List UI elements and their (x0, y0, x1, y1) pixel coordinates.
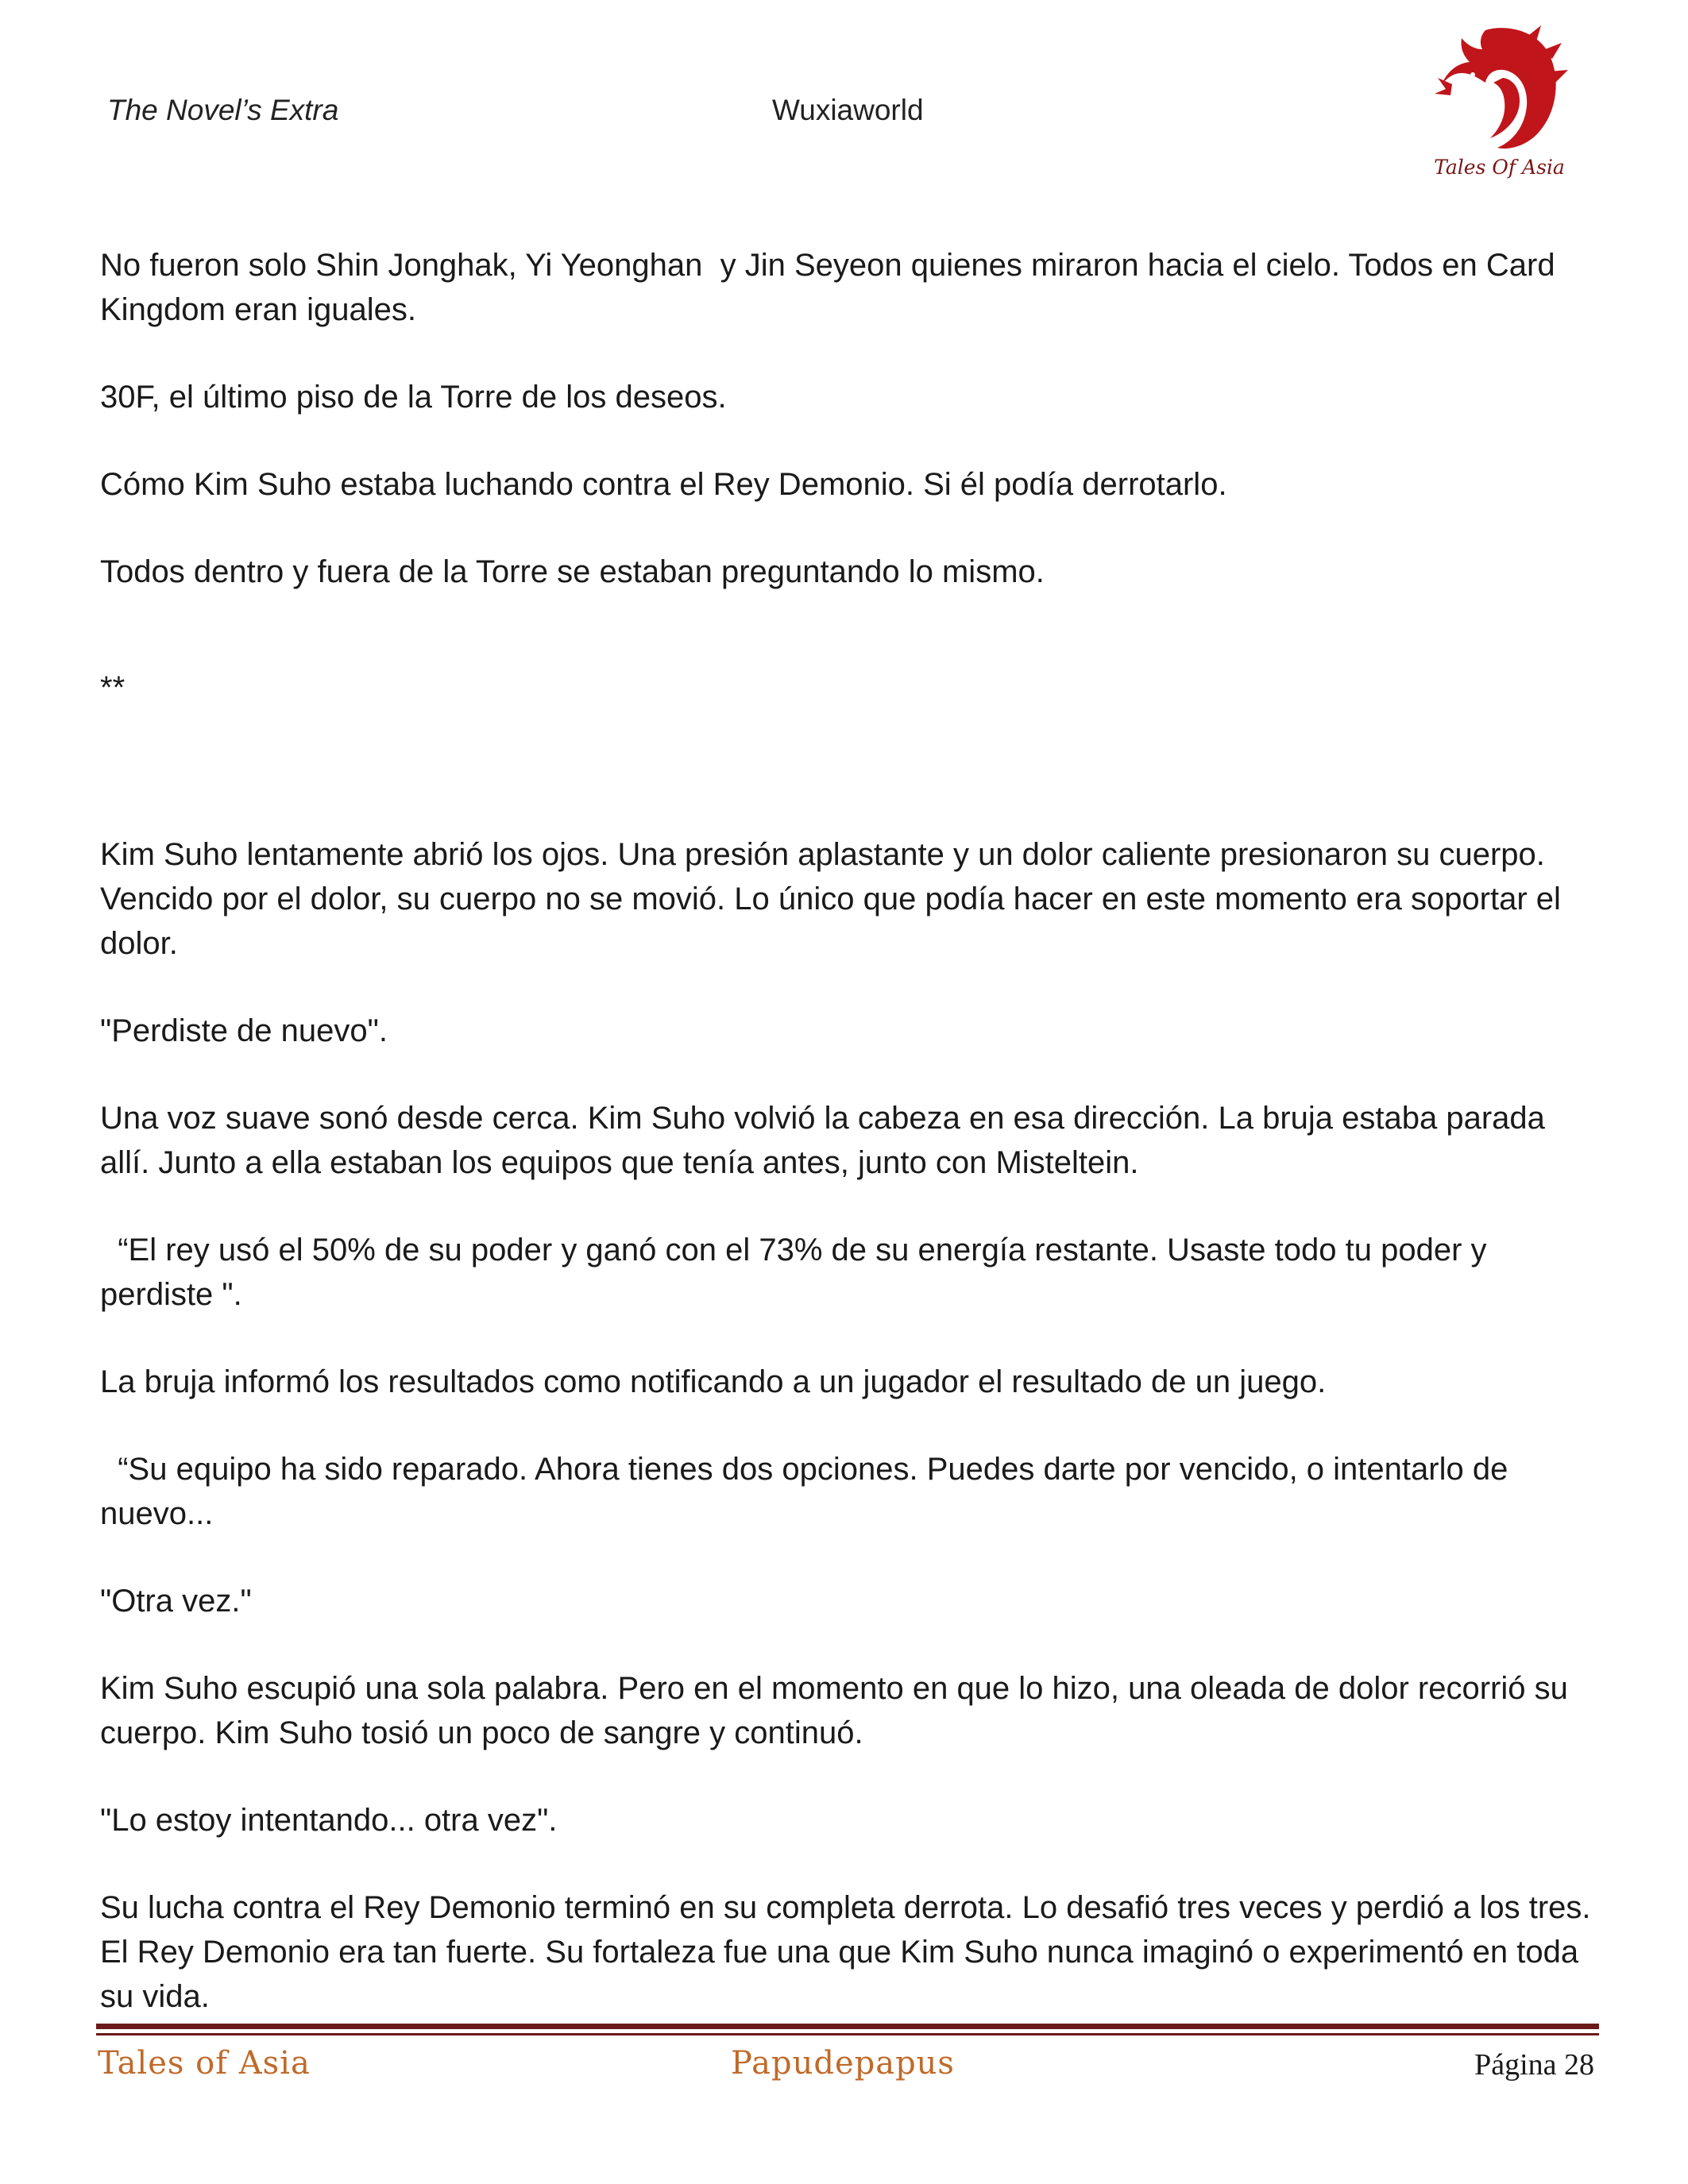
logo-caption: Tales Of Asia (1434, 156, 1565, 179)
paragraph: 30F, el último piso de la Torre de los deseos. (100, 380, 727, 415)
document-body (100, 243, 1600, 2062)
header-title: The Novel’s Extra (107, 94, 339, 126)
footer-rule-thin (96, 2033, 1599, 2035)
paragraph: “El rey usó el 50% de su poder y ganó con el 73% de su energía restante. Usaste todo tu poder y perdiste ". (100, 1233, 1496, 1312)
footer-brand: Tales of Asia (98, 2045, 311, 2082)
section-separator: ** (100, 670, 126, 705)
paragraph: Todos dentro y fuera de la Torre se estaban preguntando lo mismo. (100, 554, 1045, 589)
dragon-icon (1430, 22, 1569, 157)
paragraph: Cómo Kim Suho estaba luchando contra el Rey Demonio. Si él podía derrotarlo. (100, 467, 1227, 502)
paragraph: La bruja informó los resultados como notificando a un jugador el resultado de un juego. (100, 1364, 1327, 1399)
paragraph: No fueron solo Shin Jonghak, Yi Yeonghan y Jin Seyeon quienes miraron hacia el cielo. Todos en Card Kingdom eran iguales. (100, 248, 1564, 327)
header-site: Wuxiaworld (772, 94, 924, 126)
paragraph: Una voz suave sonó desde cerca. Kim Suho volvió la cabeza en esa dirección. La bruja estaba parada allí. Junto a ella estaban los equipos que tenía antes, junto con Misteltein. (100, 1101, 1555, 1180)
paragraph: Kim Suho lentamente abrió los ojos. Una presión aplastante y un dolor caliente presionaron su cuerpo. Vencido por el dolor, su cuerpo no se movió. Lo único que podía hacer en este momento era soportar el dolor. (100, 837, 1570, 961)
paragraph: “Su equipo ha sido reparado. Ahora tienes dos opciones. Puedes darte por vencido, o intentarlo de nuevo... (100, 1452, 1517, 1531)
paragraph: "Perdiste de nuevo". (100, 1013, 388, 1048)
page-number: Página 28 (1474, 2048, 1594, 2082)
paragraph: Su lucha contra el Rey Demonio terminó en su completa derrota. Lo desafió tres veces y perdió a los tres. El Rey Demonio era tan fuerte. Su fortaleza fue una que Kim Suho nunca imaginó o experimentó en toda su vida. (100, 1890, 1600, 2014)
red-dragon-logo (1430, 22, 1569, 185)
footer-translator: Papudepapus (731, 2045, 955, 2082)
paragraph: "Otra vez." (100, 1584, 252, 1619)
paragraph: Kim Suho escupió una sola palabra. Pero en el momento en que lo hizo, una oleada de dolor recorrió su cuerpo. Kim Suho tosió un poco de sangre y continuó. (100, 1671, 1577, 1750)
footer-rule (96, 2024, 1599, 2029)
paragraph: "Lo estoy intentando... otra vez". (100, 1803, 558, 1838)
